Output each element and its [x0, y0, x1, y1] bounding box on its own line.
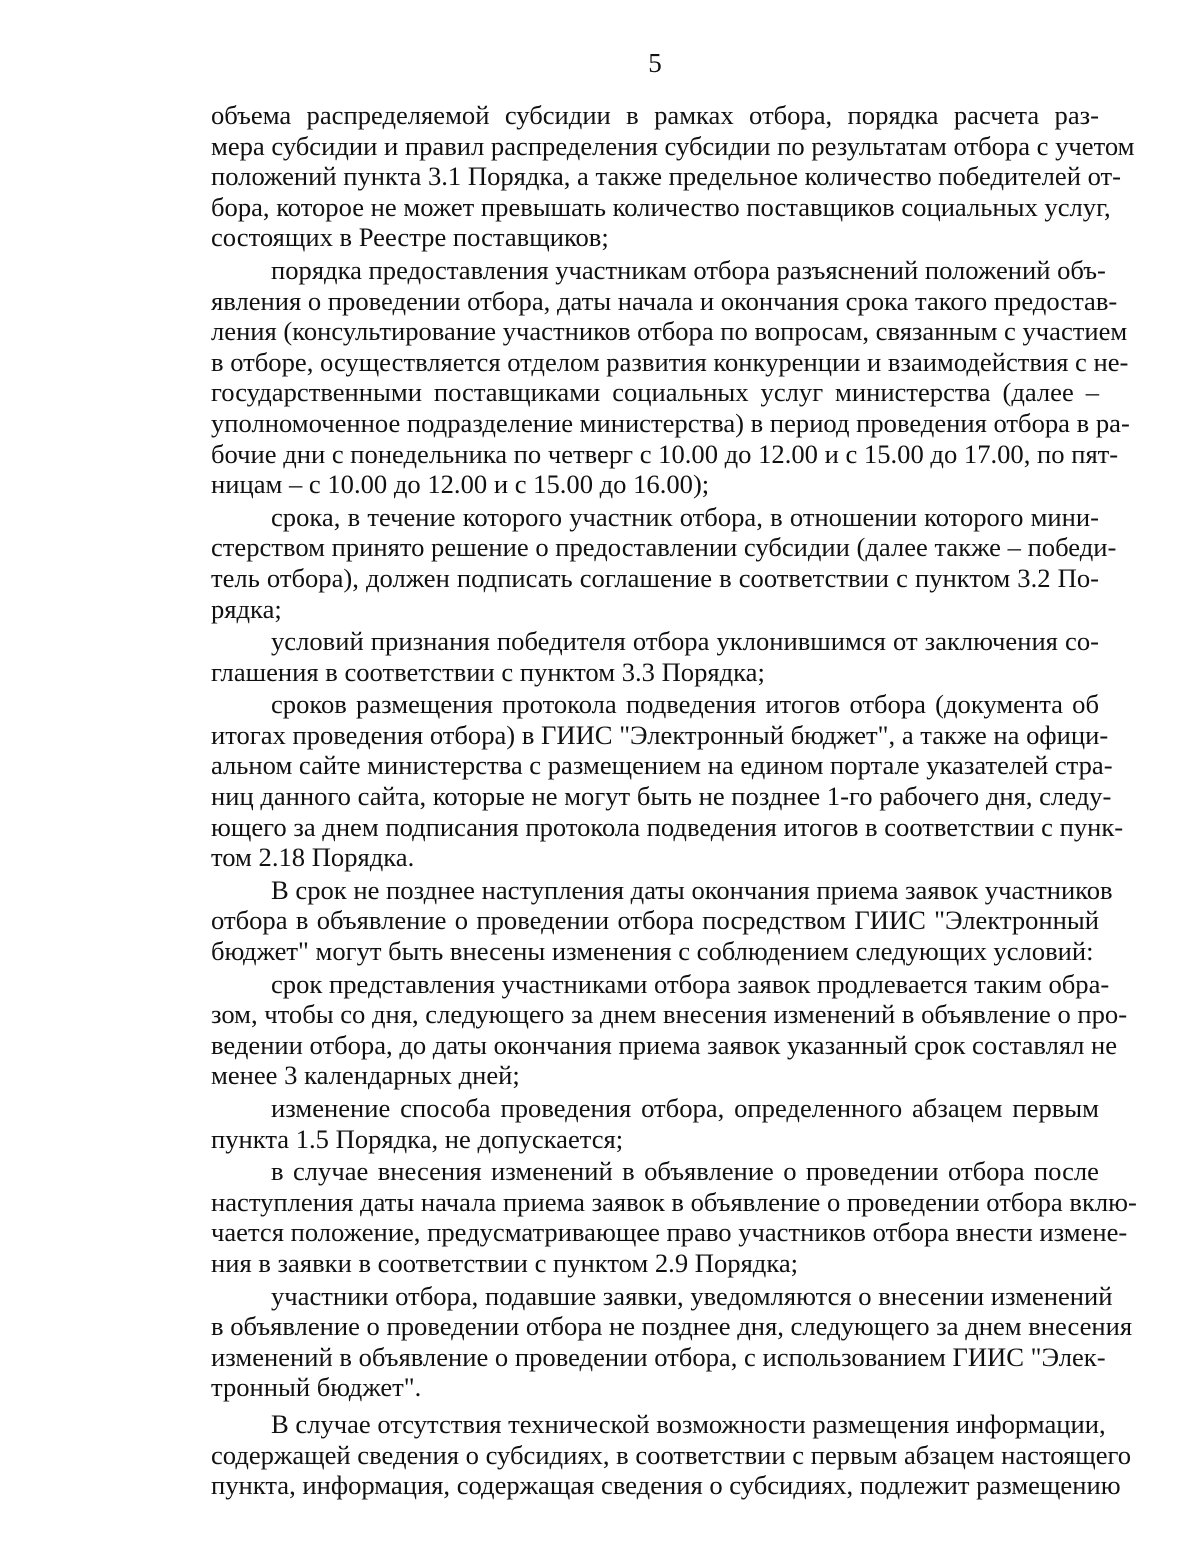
text-line: в объявление о проведении отбора не позднее дня, следующего за днем внесения	[211, 1311, 1133, 1342]
paragraph-8	[211, 1093, 1099, 1154]
text-line: В случае отсутствия технической возможности размещения информации,	[271, 1408, 1106, 1439]
text-line: срок представления участниками отбора заявок продлевается таким обра-	[271, 968, 1110, 999]
text-line: менее 3 календарных дней;	[211, 1060, 520, 1091]
text-line: бочие дни с понедельника по четверг с 10.00 до 12.00 и с 15.00 до 17.00, по пят-	[211, 438, 1119, 469]
text-line: наступления даты начала приема заявок в объявление о проведении отбора вклю-	[211, 1186, 1137, 1217]
paragraph-5	[211, 689, 1124, 873]
document-body	[211, 100, 1137, 1501]
text-line: ющего за днем подписания протокола подведения итогов в соответствии с пунк-	[211, 811, 1124, 842]
text-line: порядка предоставления участникам отбора разъяснений положений объ-	[271, 254, 1106, 285]
text-line: пункта 1.5 Порядка, не допускается;	[211, 1123, 624, 1154]
text-line: бюджет" могут быть внесены изменения с соблюдением следующих условий:	[211, 936, 1094, 967]
paragraph-6	[211, 874, 1113, 967]
text-line: мера субсидии и правил распределения субсидии по результатам отбора с учетом	[211, 130, 1135, 161]
page-number: 5	[648, 48, 662, 78]
text-line: условий признания победителя отбора уклонившимся от заключения со-	[271, 626, 1099, 657]
text-line: в случае внесения изменений в объявление о проведении отбора после	[271, 1156, 1099, 1187]
text-line: ления (консультирование участников отбора по вопросам, связанным с участием	[211, 316, 1128, 347]
text-line: отбора в объявление о проведении отбора посредством ГИИС "Электронный	[211, 905, 1099, 936]
paragraph-10	[211, 1280, 1133, 1403]
text-line: изменение способа проведения отбора, определенного абзацем первым	[271, 1093, 1099, 1123]
text-line: зом, чтобы со дня, следующего за днем внесения изменений в объявление о про-	[211, 999, 1128, 1030]
paragraph-4	[211, 626, 1099, 687]
text-line: ния в заявки в соответствии с пунктом 2.9 Порядка;	[211, 1247, 799, 1278]
paragraph-9	[211, 1156, 1137, 1278]
text-line: объема распределяемой субсидии в рамках отбора, порядка расчета раз-	[211, 100, 1099, 130]
text-line: ведении отбора, до даты окончания приема заявок указанный срок составлял не	[211, 1029, 1118, 1060]
text-line: ницам – с 10.00 до 12.00 и с 15.00 до 16.00);	[211, 469, 710, 500]
text-line: тель отбора), должен подписать соглашение в соответствии с пунктом 3.2 По-	[211, 562, 1099, 593]
text-line: пункта, информация, содержащая сведения о субсидиях, подлежит размещению	[211, 1470, 1121, 1501]
text-line: состоящих в Реестре поставщиков;	[211, 222, 609, 253]
text-line: бора, которое не может превышать количество поставщиков социальных услуг,	[211, 191, 1111, 222]
text-line: уполномоченное подразделение министерства) в период проведения отбора в ра-	[211, 407, 1130, 438]
text-line: в отборе, осуществляется отделом развития конкуренции и взаимодействия с не-	[211, 346, 1129, 377]
paragraph-11	[211, 1408, 1132, 1501]
text-line: содержащей сведения о субсидиях, в соответствии с первым абзацем настоящего	[211, 1439, 1132, 1470]
text-line: рядка;	[211, 593, 282, 624]
text-line: явления о проведении отбора, даты начала и окончания срока такого предостав-	[211, 285, 1118, 316]
text-line: государственными поставщиками социальных услуг министерства (далее –	[211, 377, 1099, 408]
paragraph-1	[211, 100, 1135, 253]
text-line: глашения в соответствии с пунктом 3.3 Порядка;	[211, 656, 765, 687]
text-line: сроков размещения протокола подведения итогов отбора (документа об	[271, 689, 1099, 720]
text-line: В срок не позднее наступления даты окончания приема заявок участников	[271, 874, 1113, 905]
text-line: положений пункта 3.1 Порядка, а также предельное количество победителей от-	[211, 161, 1122, 192]
text-line: срока, в течение которого участник отбора, в отношении которого мини-	[271, 501, 1099, 532]
text-line: чается положение, предусматривающее право участников отбора внести измене-	[211, 1217, 1128, 1248]
text-line: том 2.18 Порядка.	[211, 842, 415, 873]
paragraph-3	[211, 501, 1117, 624]
text-line: итогах проведения отбора) в ГИИС "Электронный бюджет", а также на офици-	[211, 719, 1109, 750]
text-line: ниц данного сайта, которые не могут быть не позднее 1-го рабочего дня, следу-	[211, 781, 1112, 812]
paragraph-7	[211, 968, 1128, 1091]
text-line: участники отбора, подавшие заявки, уведомляются о внесении изменений	[271, 1280, 1113, 1311]
text-line: изменений в объявление о проведении отбора, с использованием ГИИС "Элек-	[211, 1341, 1106, 1372]
paragraph-2	[211, 254, 1130, 500]
text-line: стерством принято решение о предоставлении субсидии (далее также – победи-	[211, 532, 1117, 563]
text-line: тронный бюджет".	[211, 1372, 422, 1403]
text-line: альном сайте министерства с размещением на едином портале указателей стра-	[211, 750, 1113, 781]
